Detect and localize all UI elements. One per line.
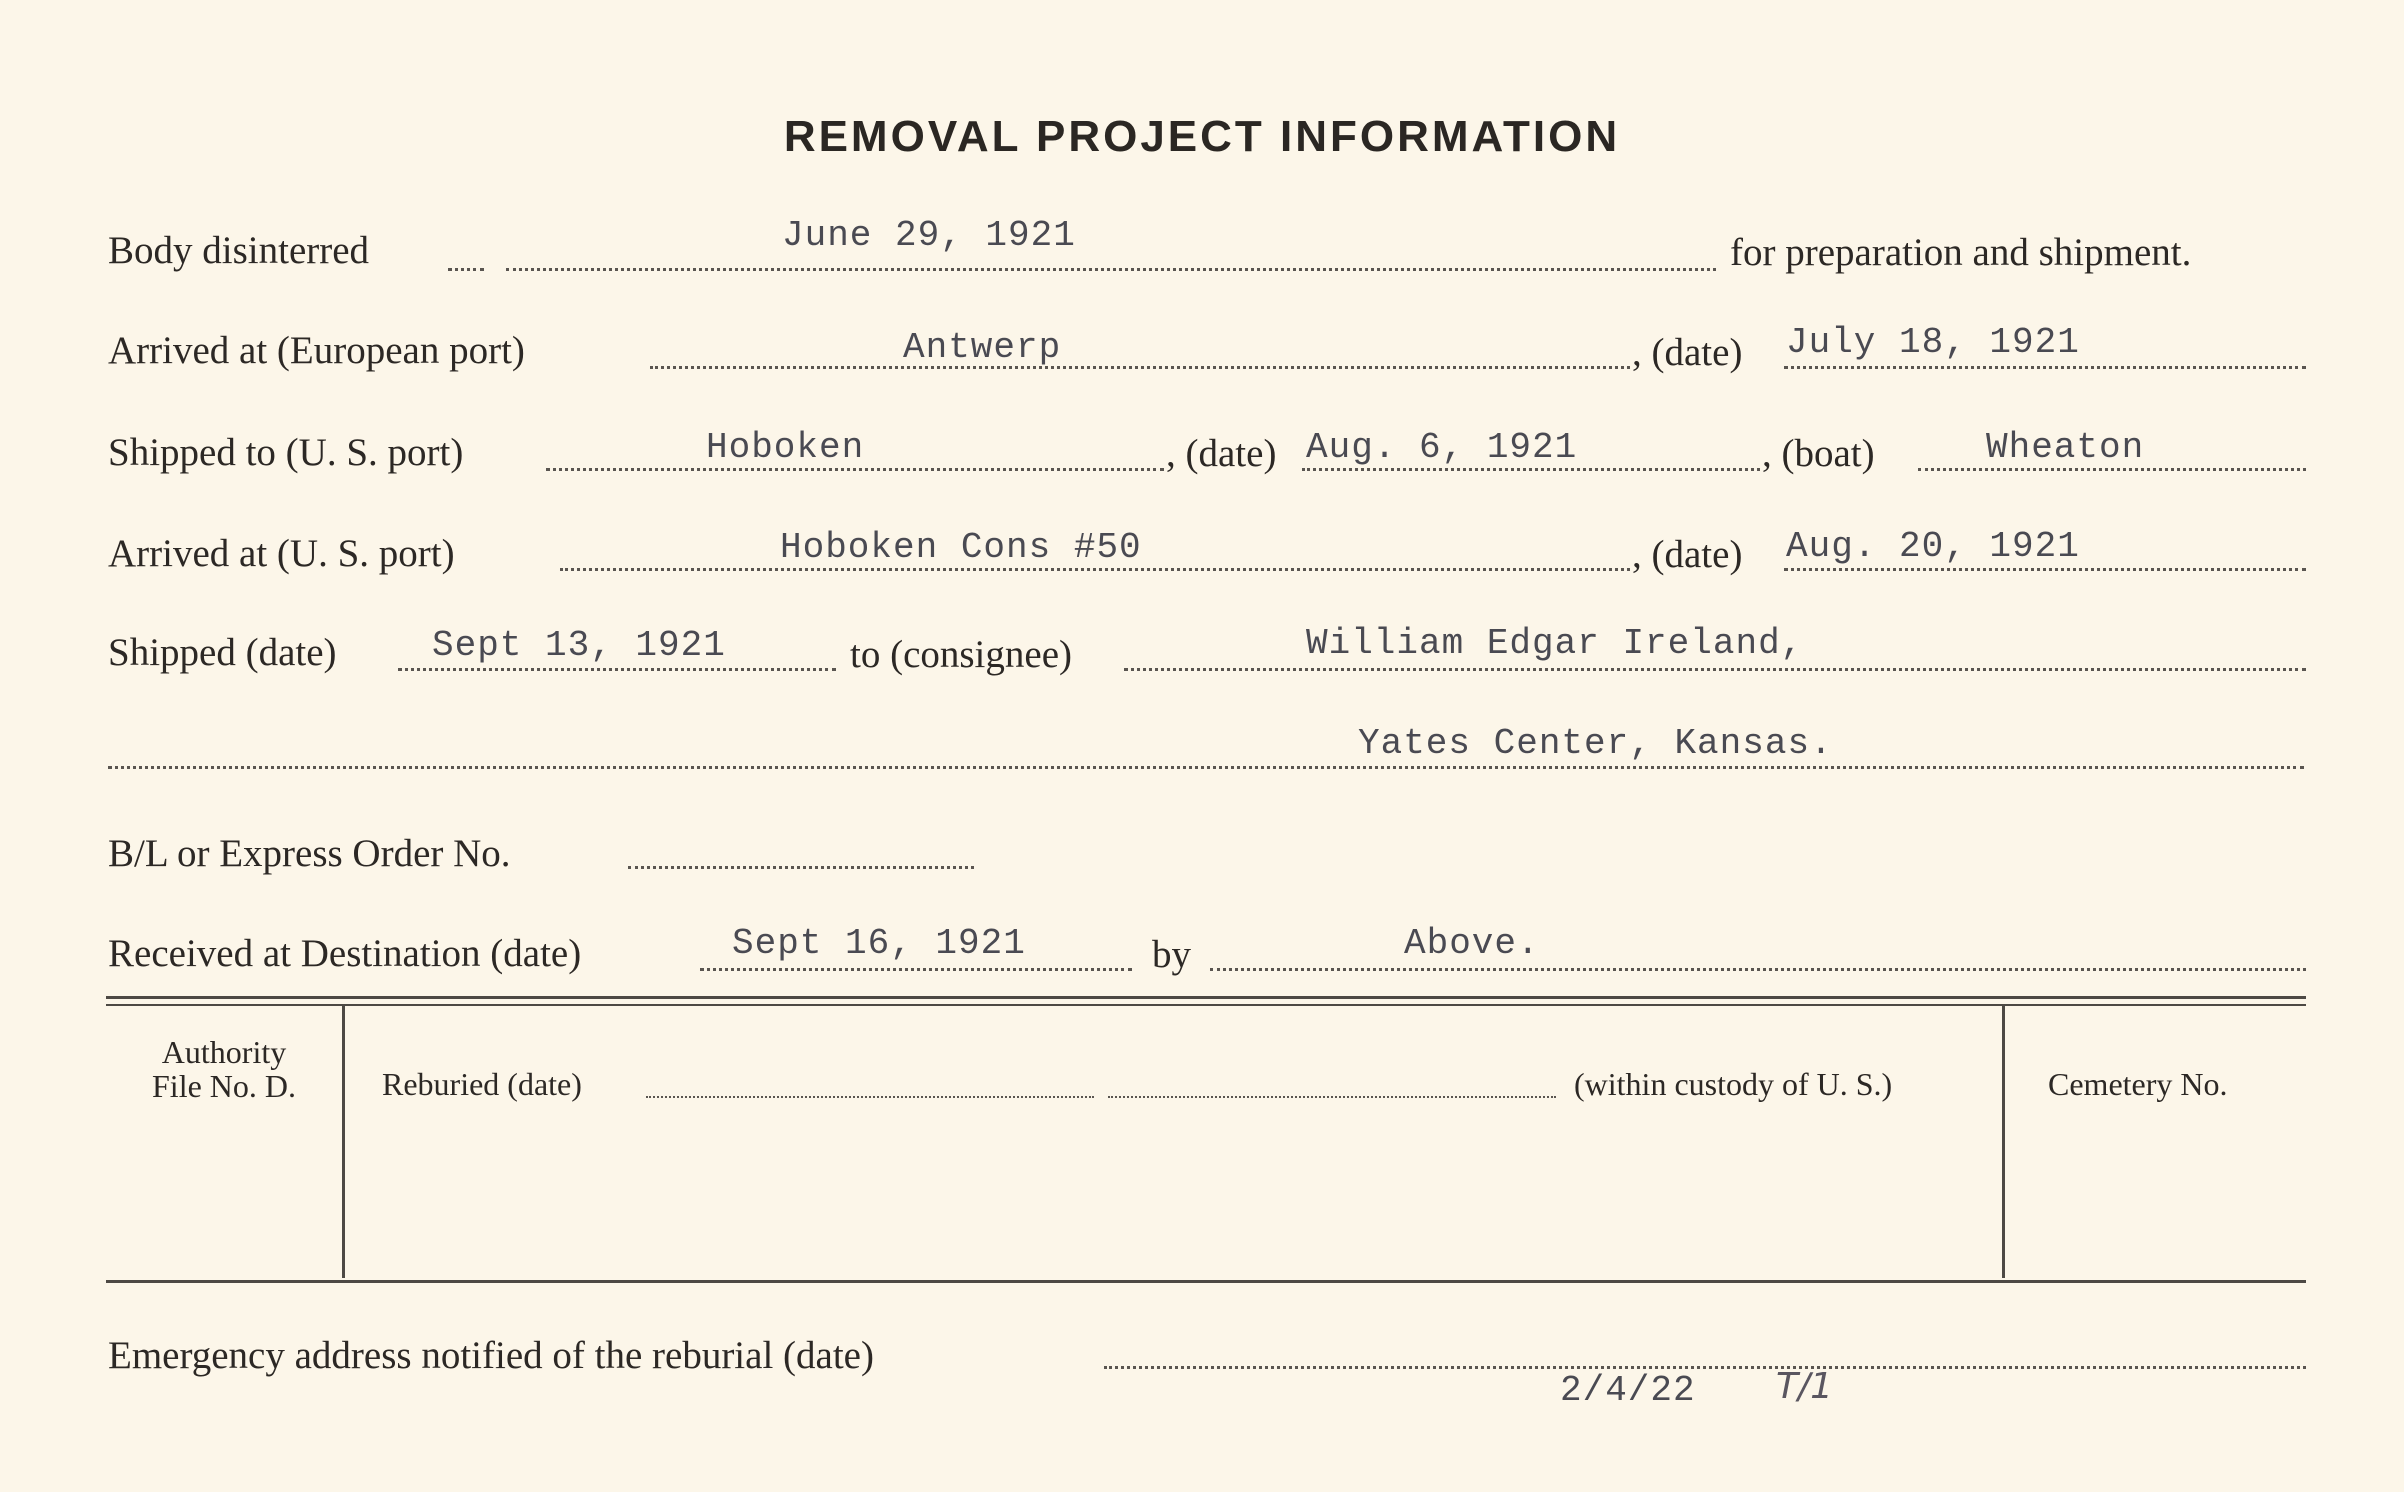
shipped-us-date-line — [1302, 468, 1760, 471]
reburied-line-2 — [1108, 1096, 1556, 1098]
arrived-us-line — [560, 568, 1630, 571]
emergency-initials: T/1 — [1776, 1366, 1834, 1407]
shipped-us-boat-label: , (boat) — [1762, 432, 1875, 475]
authority-label-line2: File No. D. — [152, 1068, 296, 1104]
consignee-address-value: Yates Center, Kansas. — [1358, 723, 1833, 764]
arrived-european-date-line — [1784, 366, 2306, 369]
arrived-european-date-value: July 18, 1921 — [1786, 322, 2080, 363]
shipped-us-line — [546, 468, 1164, 471]
card-title: REMOVAL PROJECT INFORMATION — [783, 112, 1621, 161]
received-by-label: by — [1152, 933, 1191, 976]
shipped-us-date-label: , (date) — [1166, 432, 1277, 475]
shipped-us-value: Hoboken — [706, 427, 865, 468]
body-disinterred-label: Body disinterred — [108, 229, 370, 272]
emergency-line — [1104, 1366, 2306, 1369]
bl-order-label: B/L or Express Order No. — [108, 832, 511, 875]
consignee-value: William Edgar Ireland, — [1306, 623, 1804, 664]
custody-label: (within custody of U. S.) — [1574, 1066, 1893, 1102]
consignee-line — [1124, 668, 2306, 671]
table-top-rule-2 — [106, 1004, 2306, 1006]
bl-order-line — [628, 866, 974, 869]
body-disinterred-value: June 29, 1921 — [782, 215, 1076, 256]
arrived-european-value: Antwerp — [903, 327, 1062, 368]
arrived-european-date-label: , (date) — [1632, 331, 1743, 374]
table-divider-right — [2002, 1006, 2005, 1278]
received-by-value: Above. — [1404, 923, 1540, 964]
authority-label-line1: Authority — [161, 1034, 287, 1070]
shipped-us-label: Shipped to (U. S. port) — [108, 431, 464, 474]
emergency-label: Emergency address notified of the reburial (date) — [108, 1334, 874, 1377]
table-divider-left — [342, 1006, 345, 1278]
table-bottom-rule — [106, 1280, 2306, 1283]
arrived-us-value: Hoboken Cons #50 — [780, 527, 1142, 568]
reburied-line-1 — [646, 1096, 1094, 1098]
body-disinterred-line — [506, 268, 1716, 271]
arrived-us-date-label: , (date) — [1632, 533, 1743, 576]
shipped-us-date-value: Aug. 6, 1921 — [1306, 427, 1578, 468]
received-label: Received at Destination (date) — [108, 932, 582, 975]
emergency-value: 2/4/22 — [1560, 1370, 1696, 1411]
received-value: Sept 16, 1921 — [732, 923, 1026, 964]
shipped-us-boat-line — [1918, 468, 2306, 471]
leader-dots — [448, 268, 484, 271]
shipped-date-value: Sept 13, 1921 — [432, 625, 726, 666]
table-top-rule — [106, 996, 2306, 999]
cemetery-no-label: Cemetery No. — [2048, 1066, 2228, 1102]
consignee-address-line — [108, 766, 2304, 769]
arrived-us-label: Arrived at (U. S. port) — [108, 532, 455, 575]
shipped-us-boat-value: Wheaton — [1986, 427, 2145, 468]
body-disinterred-suffix: for preparation and shipment. — [1730, 231, 2192, 274]
received-line — [700, 968, 1132, 971]
received-by-line — [1210, 968, 2306, 971]
reburied-label: Reburied (date) — [382, 1066, 582, 1102]
shipped-date-label: Shipped (date) — [108, 631, 337, 674]
arrived-european-line — [650, 366, 1630, 369]
shipped-date-line — [398, 668, 836, 671]
arrived-european-label: Arrived at (European port) — [108, 329, 525, 372]
consignee-label: to (consignee) — [850, 633, 1073, 676]
arrived-us-date-value: Aug. 20, 1921 — [1786, 526, 2080, 567]
arrived-us-date-line — [1784, 568, 2306, 571]
